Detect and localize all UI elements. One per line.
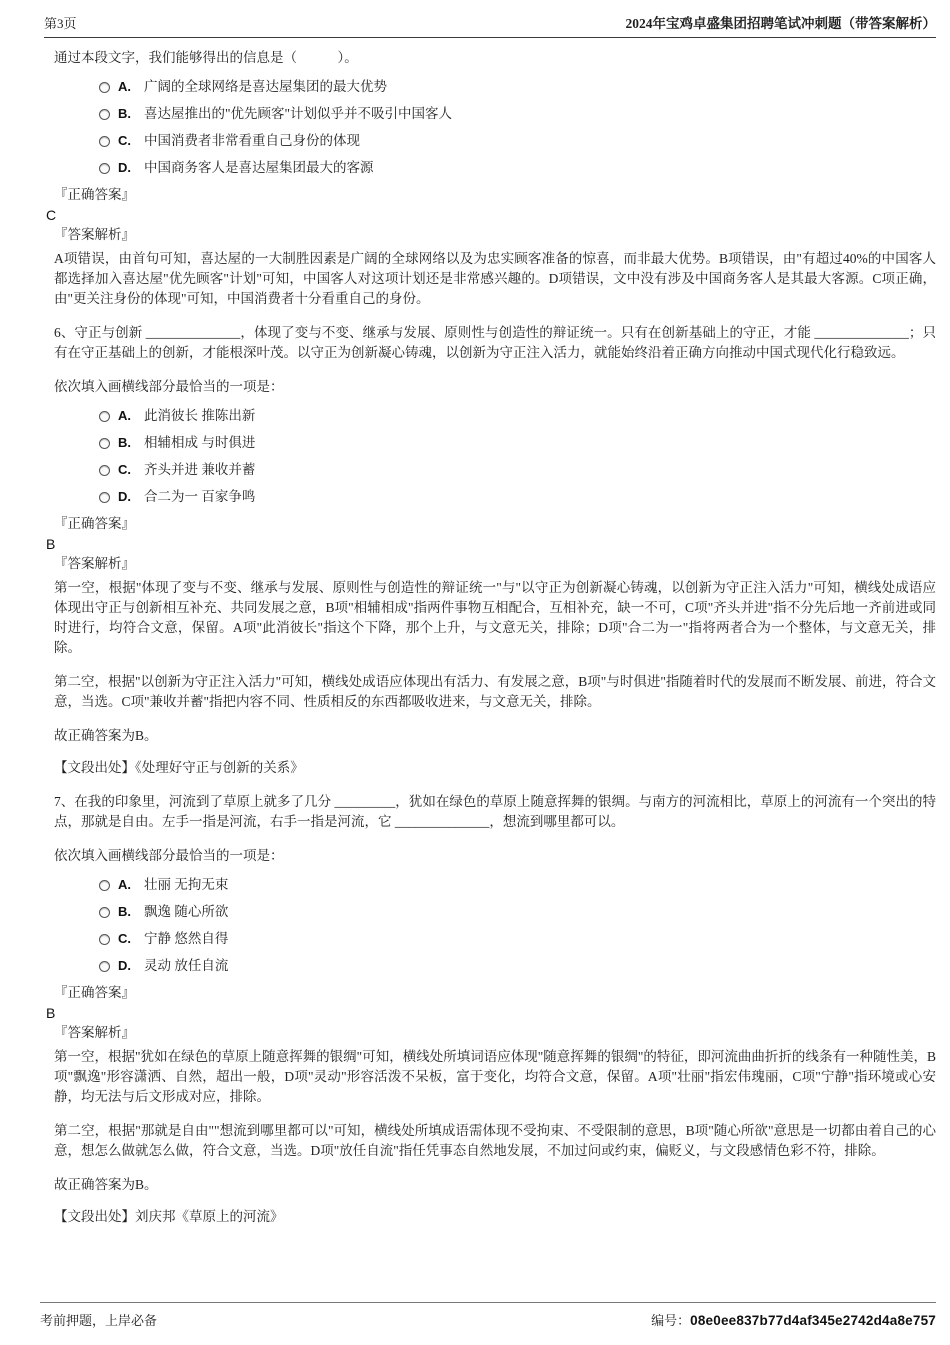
- question-block-7: [46, 792, 936, 1227]
- question-stem: 7、在我的印象里，河流到了草原上就多了几分 _________，犹如在绿色的草原上随意挥舞的银绸。与南方的河流相比，草原上的河流有一个突出的特点，那就是自由。左手一指是河流，右手一指是河流，它 ______________，想流到哪里都可以。: [54, 794, 936, 829]
- instruction-line: 依次填入画横线部分最恰当的一项是：: [54, 848, 284, 863]
- analysis-paragraph: 第一空，根据"犹如在绿色的草原上随意挥舞的银绸"可知，横线处所填词语应体现"随意挥舞的银绸"的特征，即河流曲曲折折的线条有一种随性美，B项"飘逸"形容潇洒、自然，超出一般，D项"灵动"形容活泼不呆板，富于变化，均符合文意，保留。A项"壮丽"指宏伟瑰丽，C项"宁静"指环境或心安静，均无法与后文形成对应，排除。: [54, 1049, 936, 1104]
- conclusion-line: 故正确答案为B。: [54, 728, 158, 743]
- footer-slogan: 考前押题，上岸必备: [40, 1313, 158, 1328]
- option-text: 灵动 放任自流: [144, 958, 229, 973]
- option-row[interactable]: [99, 433, 936, 453]
- option-text: 中国商务客人是喜达屋集团最大的客源: [144, 160, 374, 175]
- option-letter: C.: [118, 133, 131, 148]
- page-footer: [40, 1302, 936, 1329]
- radio-button[interactable]: [99, 465, 110, 476]
- analysis-label: 『答案解析』: [54, 556, 135, 571]
- radio-button[interactable]: [99, 136, 110, 147]
- options-list: [99, 77, 936, 178]
- document-body: [46, 48, 936, 1227]
- options-list: [99, 875, 936, 976]
- radio-button[interactable]: [99, 961, 110, 972]
- question-stem: 通过本段文字，我们能够得出的信息是（ ）。: [54, 50, 358, 65]
- correct-answer-value: C: [46, 207, 57, 223]
- option-row[interactable]: [99, 902, 936, 922]
- option-letter: B.: [118, 904, 131, 919]
- option-text: 中国消费者非常看重自己身份的体现: [144, 133, 360, 148]
- radio-button[interactable]: [99, 492, 110, 503]
- footer-id: [651, 1310, 936, 1329]
- option-letter: A.: [118, 79, 131, 94]
- radio-button[interactable]: [99, 880, 110, 891]
- option-row[interactable]: [99, 406, 936, 426]
- option-row[interactable]: [99, 131, 936, 151]
- radio-button[interactable]: [99, 82, 110, 93]
- option-text: 相辅相成 与时俱进: [144, 435, 256, 450]
- option-letter: D.: [118, 489, 131, 504]
- radio-button[interactable]: [99, 907, 110, 918]
- radio-button[interactable]: [99, 163, 110, 174]
- option-row[interactable]: [99, 929, 936, 949]
- option-text: 喜达屋推出的"优先顾客"计划似乎并不吸引中国客人: [144, 106, 453, 121]
- option-row[interactable]: [99, 104, 936, 124]
- option-text: 飘逸 随心所欲: [144, 904, 229, 919]
- option-text: 宁静 悠然自得: [144, 931, 229, 946]
- footer-id-value: 08e0ee837b77d4af345e2742d4a8e757: [690, 1313, 936, 1328]
- conclusion-line: 故正确答案为B。: [54, 1177, 158, 1192]
- option-text: 合二为一 百家争鸣: [144, 489, 256, 504]
- option-text: 壮丽 无拘无束: [144, 877, 229, 892]
- radio-button[interactable]: [99, 934, 110, 945]
- correct-answer-label: 『正确答案』: [54, 516, 135, 531]
- radio-button[interactable]: [99, 438, 110, 449]
- correct-answer-label: 『正确答案』: [54, 187, 135, 202]
- question-stem: 6、守正与创新 ______________，体现了变与不变、继承与发展、原则性与创造性的辩证统一。只有在创新基础上的守正，才能 ______________；只有在守正基础上的创新，才能根深叶茂。以守正为创新凝心铸魂，以创新为守正注入活力，就能始终沿着正确方向推动中国式现代化行稳致远。: [54, 325, 936, 360]
- question-block-5: [46, 48, 936, 309]
- option-row[interactable]: [99, 956, 936, 976]
- option-row[interactable]: [99, 460, 936, 480]
- analysis-label: 『答案解析』: [54, 227, 135, 242]
- correct-answer-value: B: [46, 1005, 56, 1021]
- correct-answer-label: 『正确答案』: [54, 985, 135, 1000]
- correct-answer-value: B: [46, 536, 56, 552]
- option-letter: D.: [118, 958, 131, 973]
- option-row[interactable]: [99, 77, 936, 97]
- instruction-line: 依次填入画横线部分最恰当的一项是：: [54, 379, 284, 394]
- question-block-6: [46, 323, 936, 778]
- radio-button[interactable]: [99, 411, 110, 422]
- analysis-paragraph: 第一空，根据"体现了变与不变、继承与发展、原则性与创造性的辩证统一"与"以守正为创新凝心铸魂，以创新为守正注入活力"可知，横线处成语应体现出守正与创新相互补充、共同发展之意，B项"相辅相成"指两件事物互相配合，互相补充，缺一不可，C项"齐头并进"指不分先后地一齐前进或同时进行，均符合文意，保留。A项"此消彼长"指这个下降，那个上升，与文意无关，排除；D项"合二为一"指将两者合为一个整体，与文意无关，排除。: [54, 580, 936, 655]
- option-text: 广阔的全球网络是喜达屋集团的最大优势: [144, 79, 387, 94]
- option-text: 此消彼长 推陈出新: [144, 408, 256, 423]
- page-number: 第3页: [44, 16, 77, 31]
- analysis-paragraph: A项错误，由首句可知，喜达屋的一大制胜因素是广阔的全球网络以及为忠实顾客准备的惊喜，而非最大优势。B项错误，由"有超过40%的中国客人都选择加入喜达屋"优先顾客"计划"可知，中国客人对这项计划还是非常感兴趣的。D项错误，文中没有涉及中国商务客人是其最大客源。C项正确，由"更关注身份的体现"可知，中国消费者十分看重自己的身份。: [54, 251, 936, 306]
- option-letter: C.: [118, 462, 131, 477]
- options-list: [99, 406, 936, 507]
- radio-button[interactable]: [99, 109, 110, 120]
- option-row[interactable]: [99, 158, 936, 178]
- page-header: [44, 12, 936, 38]
- analysis-paragraph: 第二空，根据"以创新为守正注入活力"可知，横线处成语应体现出有活力、有发展之意，B项"与时俱进"指随着时代的发展而不断发展、前进，符合文意，当选。C项"兼收并蓄"指把内容不同、性质相反的东西都吸收进来，与文意无关，排除。: [54, 674, 936, 709]
- option-text: 齐头并进 兼收并蓄: [144, 462, 256, 477]
- option-letter: A.: [118, 408, 131, 423]
- option-row[interactable]: [99, 875, 936, 895]
- source-line: 【文段出处】《处理好守正与创新的关系》: [54, 760, 304, 775]
- option-letter: C.: [118, 931, 131, 946]
- option-letter: A.: [118, 877, 131, 892]
- option-row[interactable]: [99, 487, 936, 507]
- source-line: 【文段出处】刘庆邦《草原上的河流》: [54, 1209, 284, 1224]
- option-letter: B.: [118, 435, 131, 450]
- option-letter: D.: [118, 160, 131, 175]
- footer-id-label: 编号：: [651, 1313, 691, 1328]
- option-letter: B.: [118, 106, 131, 121]
- analysis-paragraph: 第二空，根据"那就是自由""想流到哪里都可以"可知，横线处所填成语需体现不受拘束、不受限制的意思，B项"随心所欲"意思是一切都由着自己的心意，想怎么做就怎么做，符合文意，当选。D项"放任自流"指任凭事态自然地发展，不加过问或约束，偏贬义，与文段感情色彩不符，排除。: [54, 1123, 936, 1158]
- doc-title: 2024年宝鸡卓盛集团招聘笔试冲刺题（带答案解析）: [625, 16, 936, 31]
- analysis-label: 『答案解析』: [54, 1025, 135, 1040]
